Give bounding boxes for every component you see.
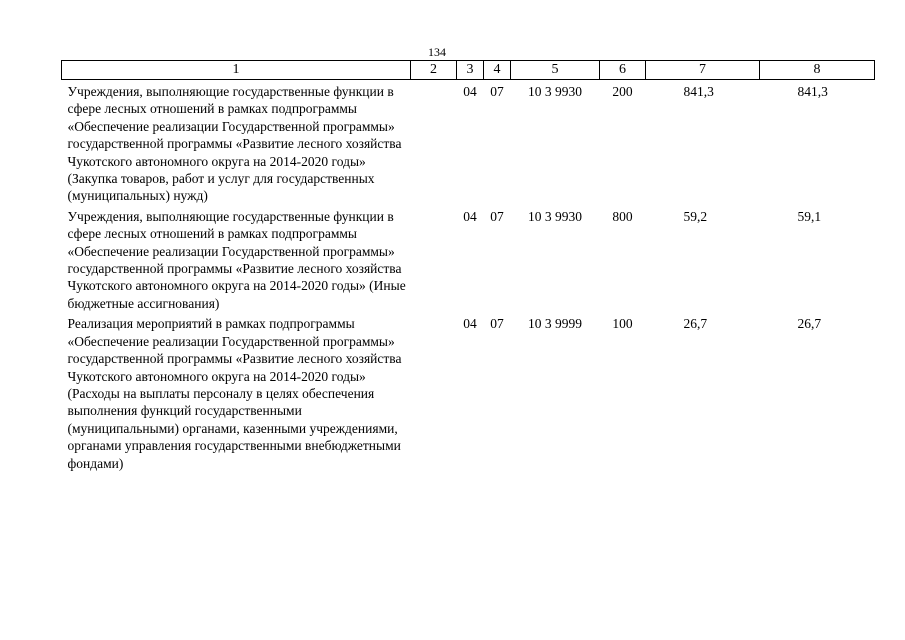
row-expense-type: 100 — [612, 316, 633, 332]
table-row — [62, 205, 875, 312]
row-amount-7: 841,3 — [683, 84, 714, 99]
row-target-code: 10 3 9930 — [528, 84, 582, 99]
row-description: Учреждения, выполняющие государственные функции в сфере лесных отношений в рамках подпрограммы «Обеспечение реализации Государственной программы» государственной программы «Развитие лесного хозяйства Чукотского автономного округа на 2014-2020 годы» (Закупка товаров, работ и услуг для государственных (муниципальных) нужд) — [67, 84, 402, 204]
row-subsection: 07 — [490, 208, 504, 224]
row-amount-8: 59,1 — [797, 208, 822, 224]
row-expense-type: 800 — [612, 208, 633, 224]
table-row — [62, 80, 875, 205]
table-header-row — [62, 61, 875, 80]
row-target-code: 10 3 9930 — [528, 208, 582, 224]
header-cell: 3 — [457, 61, 484, 80]
row-section: 04 — [463, 316, 477, 332]
row-description: Реализация мероприятий в рамках подпрограммы «Обеспечение реализации Государственной программы» государственной программы «Развитие лесного хозяйства Чукотского автономного округа на 2014-2020 годы» (Расходы на выплаты персоналу в целях обеспечения выполнения функций государственными (муниципальными) органами, казенными учреждениями, органами управления государственными внебюджетными фондами) — [67, 316, 402, 471]
header-cell: 8 — [760, 61, 875, 80]
row-col2 — [411, 80, 457, 205]
row-section: 04 — [463, 208, 477, 224]
header-cell: 7 — [646, 61, 760, 80]
row-amount-8: 841,3 — [797, 84, 828, 99]
row-description: Учреждения, выполняющие государственные функции в сфере лесных отношений в рамках подпрограммы «Обеспечение реализации Государственной программы» государственной программы «Развитие лесного хозяйства Чукотского автономного округа на 2014-2020 годы» (Иные бюджетные ассигнования) — [67, 208, 406, 311]
header-cell: 5 — [511, 61, 600, 80]
header-cell: 1 — [62, 61, 411, 80]
budget-table — [61, 60, 875, 472]
row-expense-type: 200 — [612, 84, 633, 99]
row-subsection: 07 — [490, 316, 504, 332]
row-amount-8: 26,7 — [797, 316, 822, 332]
page-number: 134 — [428, 45, 446, 59]
row-section: 04 — [463, 84, 477, 99]
row-col2 — [411, 205, 457, 312]
row-amount-7: 59,2 — [683, 208, 708, 224]
row-subsection: 07 — [490, 84, 504, 99]
header-cell: 6 — [600, 61, 646, 80]
row-amount-7: 26,7 — [683, 316, 708, 332]
header-cell: 2 — [411, 61, 457, 80]
row-col2 — [411, 312, 457, 472]
table-row — [62, 312, 875, 472]
header-cell: 4 — [484, 61, 511, 80]
row-target-code: 10 3 9999 — [528, 316, 582, 332]
